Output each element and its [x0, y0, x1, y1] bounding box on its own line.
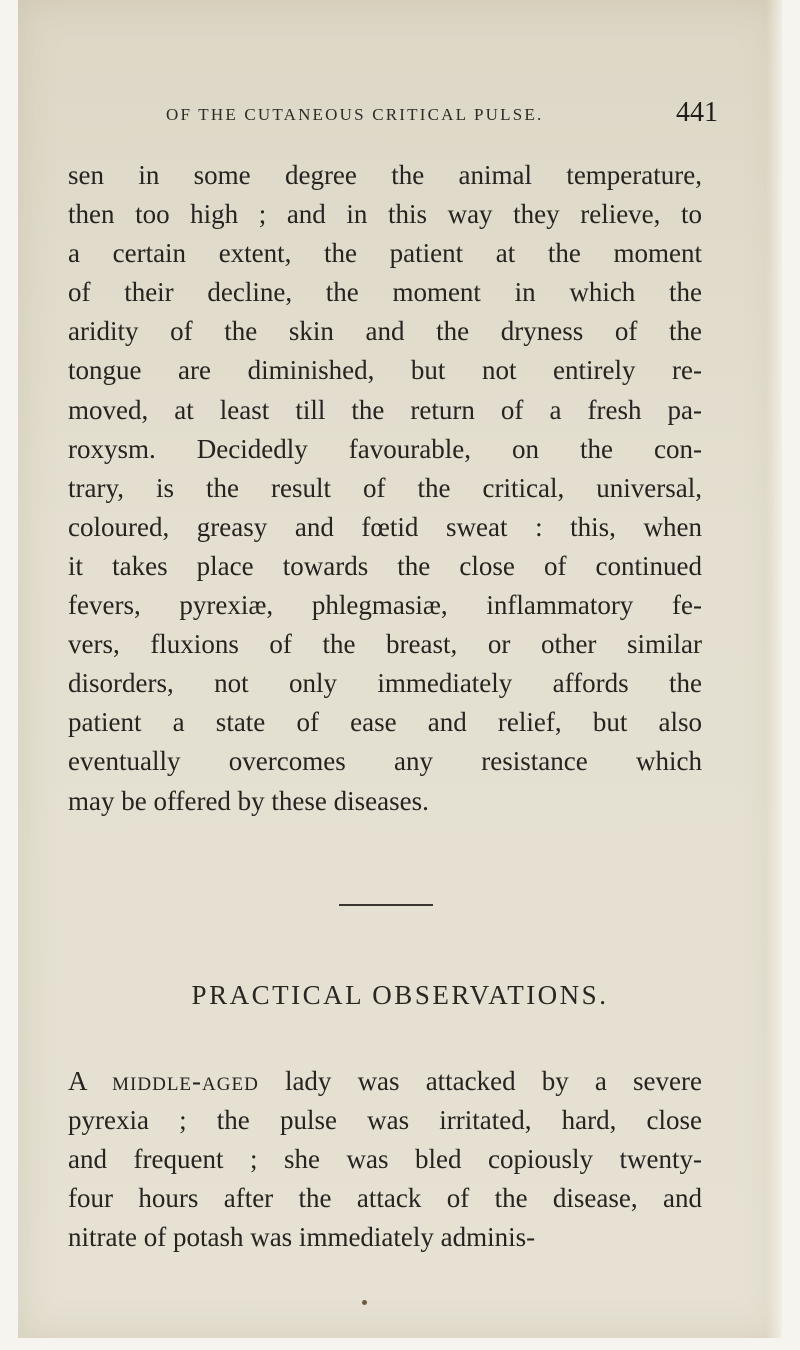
paragraph-1-line: trary, is the result of the critical, universal, [68, 472, 702, 503]
ink-speck [362, 1300, 367, 1305]
paragraph-1 [68, 156, 702, 821]
paragraph-2-line: pyrexia ; the pulse was irritated, hard, close [68, 1105, 702, 1136]
lead-capital: A [68, 1066, 87, 1096]
paragraph-1-line: moved, at least till the return of a fresh pa- [68, 394, 702, 425]
paragraph-1-line: aridity of the skin and the dryness of the [68, 316, 702, 347]
paragraph-1-line: of their decline, the moment in which the [68, 277, 702, 308]
lead-rest: lady was attacked by a severe [284, 1066, 702, 1096]
paragraph-1-line: eventually overcomes any resistance which [68, 746, 702, 777]
paragraph-1-line: may be offered by these diseases. [68, 785, 429, 816]
section-divider [339, 904, 433, 906]
paragraph-1-line: sen in some degree the animal temperature, [68, 160, 702, 190]
paragraph-1-line: roxysm. Decidedly favourable, on the con- [68, 433, 702, 464]
paragraph-1-line: it takes place towards the close of continued [68, 550, 702, 581]
paragraph-1-line: vers, fluxions of the breast, or other similar [68, 629, 702, 660]
paragraph-1-line: tongue are diminished, but not entirely re- [68, 355, 702, 386]
paragraph-1-line: then too high ; and in this way they relieve, to [68, 199, 702, 230]
page-number: 441 [676, 97, 718, 128]
paragraph-2 [68, 1062, 702, 1257]
paragraph-1-line: a certain extent, the patient at the moment [68, 238, 702, 269]
paragraph-1-line: fevers, pyrexiæ, phlegmasiæ, inflammatory fe- [68, 590, 702, 621]
paragraph-2-line: four hours after the attack of the disease, and [68, 1183, 702, 1214]
paragraph-2-line [68, 1062, 702, 1101]
section-heading: PRACTICAL OBSERVATIONS. [191, 980, 609, 1010]
running-head [166, 97, 718, 133]
paragraph-1-line: coloured, greasy and fœtid sweat : this, when [68, 511, 702, 542]
paragraph-2-line: nitrate of potash was immediately adminis- [68, 1222, 536, 1253]
running-title: OF THE CUTANEOUS CRITICAL PULSE. [166, 105, 544, 124]
lead-smallcaps: middle-aged [112, 1066, 259, 1096]
paragraph-2-line: and frequent ; she was bled copiously twenty- [68, 1144, 702, 1175]
paragraph-1-line: patient a state of ease and relief, but also [68, 707, 702, 738]
paragraph-1-line: disorders, not only immediately affords the [68, 668, 702, 699]
